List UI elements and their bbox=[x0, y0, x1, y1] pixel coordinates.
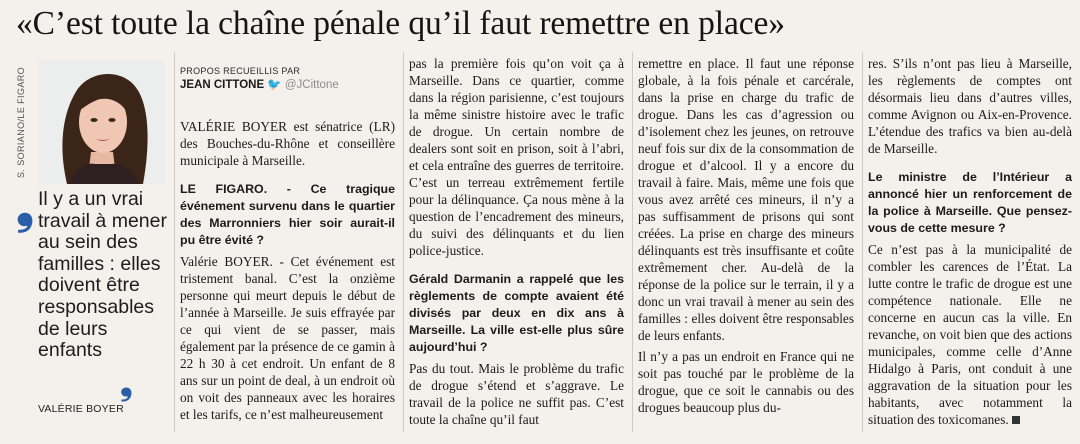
twitter-bird-icon: 🐦 bbox=[267, 79, 282, 91]
answer-2-end: res. S’ils n’ont pas lieu à Marseille, les règlements de comptes ont désormais lieu dans d’autres villes, comme Avignon ou Aix-en-Provence. L’étendue des trafics va bien au-delà de Marseille. bbox=[868, 56, 1072, 156]
byline bbox=[180, 77, 339, 91]
column-divider bbox=[632, 52, 633, 432]
article-column-2 bbox=[409, 55, 624, 432]
article-column-3 bbox=[638, 55, 854, 420]
question-1: LE FIGARO. - Ce tragique événement survenu dans le quartier des Marronniers hier soir aurait-il pu être évité ? bbox=[180, 182, 395, 247]
column-divider bbox=[403, 52, 404, 432]
answer-2-paragraph-2: Il n’y a pas un endroit en France qui ne soit pas touché par le problème de la drogue, que ce soit le cannabis ou des drogues beaucoup plus du- bbox=[638, 349, 854, 415]
close-quote-icon: ❟ bbox=[120, 365, 133, 401]
portrait-illustration bbox=[39, 60, 165, 184]
open-quote-icon: ❟ bbox=[16, 182, 35, 233]
pull-quote-text: Il y a un vrai travail à mener au sein des familles : elles doivent être responsables de leurs enfants bbox=[38, 188, 167, 362]
column-divider bbox=[862, 52, 863, 432]
end-of-article-square-icon bbox=[1012, 416, 1020, 424]
answer-3: Ce n’est pas à la municipalité de combler les carences de l’État. La lutte contre le trafic de drogue est une compétence nationale. Elle ne concerne en aucun cas la ville. En revanche, on voit bien que des actions municipales, comme celle d’Anne Hidalgo à Paris, ont conduit à une aggravation de la situation pour les habitants, avec notamment la situation des toxicomanes. bbox=[868, 242, 1072, 427]
answer-1-continued: pas la première fois qu’on voit ça à Marseille. Dans ce quartier, comme dans la région parisienne, c’est toujours la même sinistre histoire avec le trafic de drogue. Un certain nombre de dealers sont soit en prison, soit à l’abri, et cela entraîne des guerres de territoire. C’est un terreau extrêmement fertile pour la délinquance. Ça nous mène à la question de l’encadrement des mineurs, du suivi des délinquants et du lien police-justice. bbox=[409, 56, 624, 258]
answer-1: Valérie BOYER. - Cet événement est tristement banal. C’est la onzième personne qui meurt depuis le début de l’année à Marseille. Je suis effrayée par ce qui vient de se passer, mais également par la présence de ce gamin à 22 h 30 à cet endroit. Un enfant de 8 ans sur un point de deal, à un endroit où on voit des panneaux avec les horaires et les tarifs, ce n’est malheureusement bbox=[180, 254, 395, 422]
pull-quote-author: VALÉRIE BOYER bbox=[38, 403, 124, 415]
article-column-1 bbox=[180, 118, 395, 423]
pull-quote bbox=[16, 182, 172, 424]
column-divider bbox=[174, 52, 175, 432]
photo-credit: S. SORIANO/LE FIGARO bbox=[16, 66, 26, 178]
intro-paragraph: VALÉRIE BOYER est sénatrice (LR) des Bouches-du-Rhône et conseillère municipale à Marseille. bbox=[180, 119, 395, 168]
headline: «C’est toute la chaîne pénale qu’il faut remettre en place» bbox=[16, 5, 785, 42]
article-column-4 bbox=[868, 55, 1072, 432]
answer-2-continued: remettre en place. Il faut une réponse globale, à la fois pénale et carcérale, dans la prise en charge du trafic de drogue. Dans les cas d’agression ou d’isolement chez les jeunes, on retrouve neuf fois sur dix de la consommation de drogue et d’alcool. Il y a encore du travail à faire. Mais, même une fois que vous avez arrêté ces mineurs, il n’y a pas suffisamment de prisons qui sont créées. La prise en charge des mineurs délinquants est très insuffisante et coûte extrêmement cher. Au-delà de la réponse de la police sur le terrain, il y a donc un vrai travail à mener au sein des familles : elles doivent être responsables de leurs enfants. bbox=[638, 56, 854, 343]
byline-name: JEAN CITTONE bbox=[180, 79, 265, 91]
answer-2: Pas du tout. Mais le problème du trafic de drogue s’étend et s’aggrave. Le travail de la police ne suffit pas. C’est toute la chaîne qu’il faut bbox=[409, 361, 624, 427]
twitter-handle[interactable]: @JCittone bbox=[284, 79, 339, 91]
portrait-photo bbox=[39, 60, 165, 184]
question-2: Gérald Darmanin a rappelé que les règlements de compte avaient été divisés par deux en dix ans à Marseille. La ville est-elle plus sûre aujourd’hui ? bbox=[409, 272, 624, 354]
question-3: Le ministre de l’Intérieur a annoncé hier un renforcement de la police à Marseille. Que pensez-vous de cette mesure ? bbox=[868, 170, 1072, 235]
byline-label: PROPOS RECUEILLIS PAR bbox=[180, 66, 301, 76]
